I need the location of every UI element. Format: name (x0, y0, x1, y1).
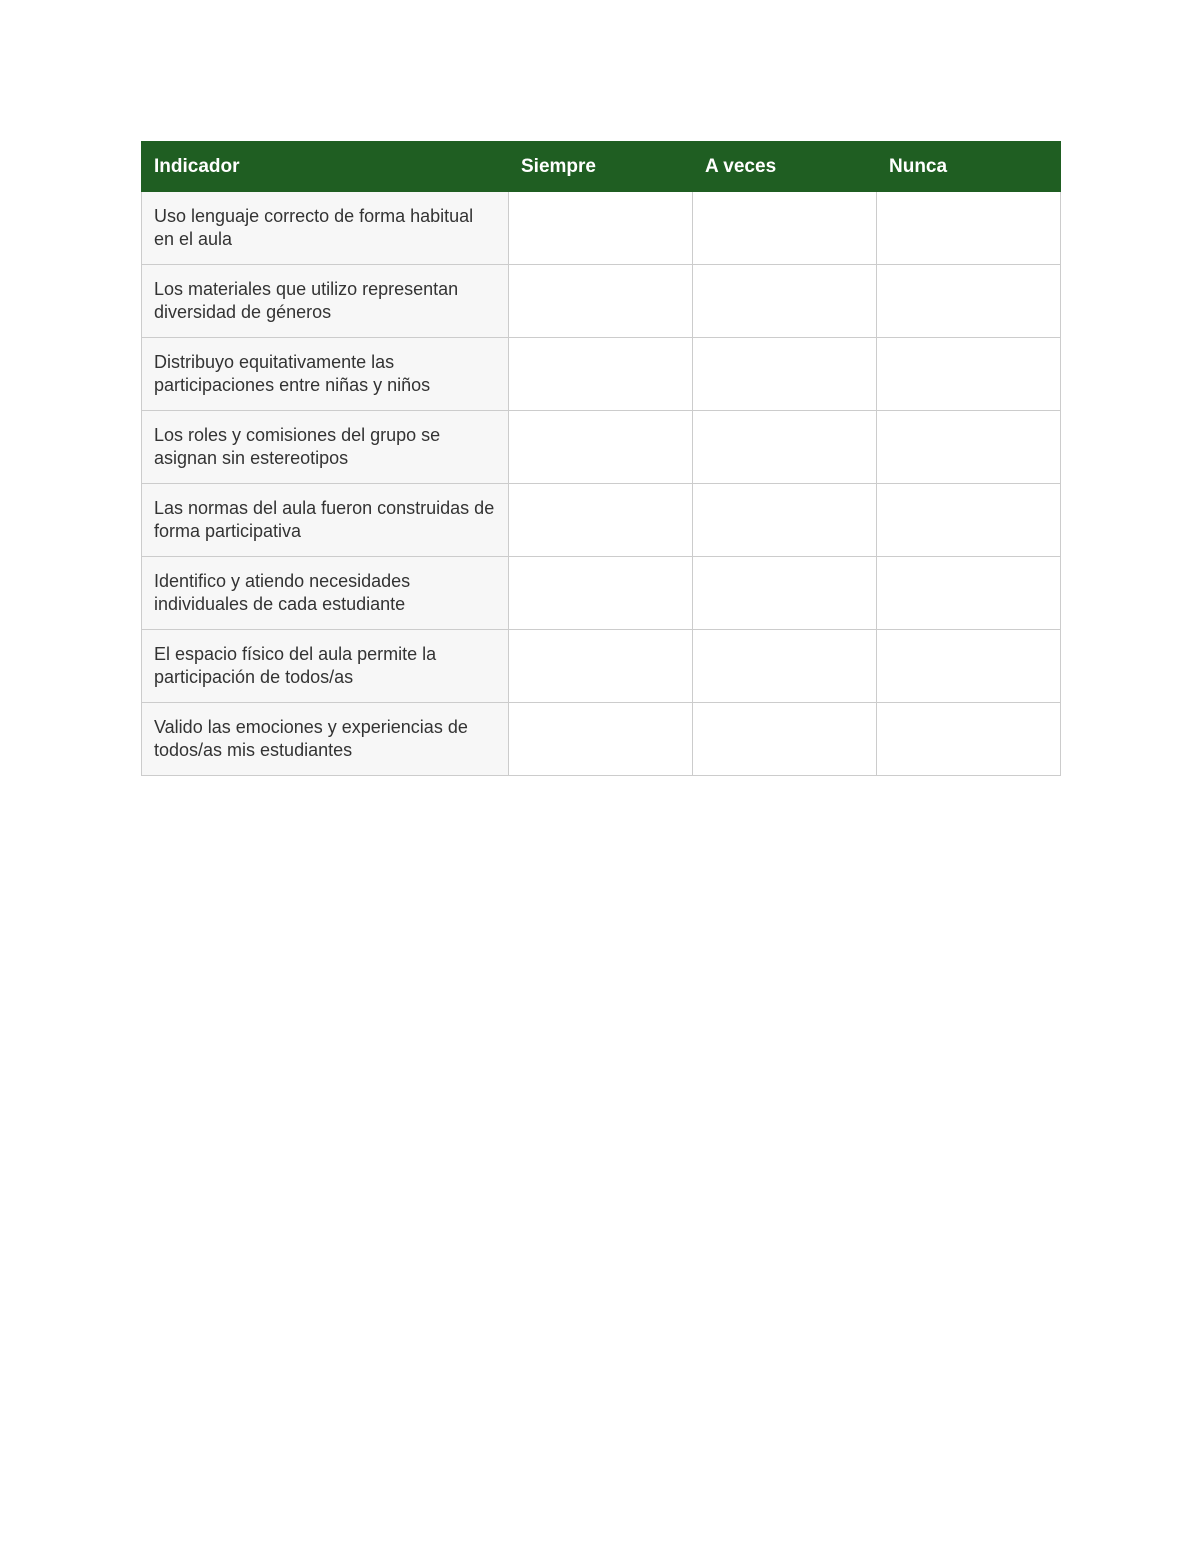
a-veces-cell[interactable] (693, 338, 877, 411)
indicator-cell: Los roles y comisiones del grupo se asignan sin estereotipos (142, 411, 509, 484)
siempre-cell[interactable] (509, 557, 693, 630)
nunca-cell[interactable] (877, 484, 1061, 557)
siempre-cell[interactable] (509, 265, 693, 338)
siempre-cell[interactable] (509, 484, 693, 557)
a-veces-cell[interactable] (693, 484, 877, 557)
header-siempre: Siempre (509, 142, 693, 192)
indicator-cell: Las normas del aula fueron construidas de forma participativa (142, 484, 509, 557)
nunca-cell[interactable] (877, 630, 1061, 703)
a-veces-cell[interactable] (693, 265, 877, 338)
header-indicador: Indicador (142, 142, 509, 192)
indicator-cell: Uso lenguaje correcto de forma habitual en el aula (142, 192, 509, 265)
a-veces-cell[interactable] (693, 557, 877, 630)
a-veces-cell[interactable] (693, 192, 877, 265)
nunca-cell[interactable] (877, 265, 1061, 338)
table-row (142, 411, 1061, 484)
siempre-cell[interactable] (509, 338, 693, 411)
nunca-cell[interactable] (877, 557, 1061, 630)
table-row (142, 192, 1061, 265)
header-row (142, 142, 1061, 192)
nunca-cell[interactable] (877, 411, 1061, 484)
indicator-cell: Distribuyo equitativamente las participaciones entre niñas y niños (142, 338, 509, 411)
header-a-veces: A veces (693, 142, 877, 192)
indicator-cell: El espacio físico del aula permite la participación de todos/as (142, 630, 509, 703)
nunca-cell[interactable] (877, 338, 1061, 411)
indicator-cell: Identifico y atiendo necesidades individuales de cada estudiante (142, 557, 509, 630)
a-veces-cell[interactable] (693, 703, 877, 776)
table-row (142, 338, 1061, 411)
header-nunca: Nunca (877, 142, 1061, 192)
nunca-cell[interactable] (877, 192, 1061, 265)
nunca-cell[interactable] (877, 703, 1061, 776)
table-row (142, 557, 1061, 630)
table-row (142, 484, 1061, 557)
self-assessment-table (141, 141, 1061, 776)
table-header (142, 142, 1061, 192)
table-row (142, 703, 1061, 776)
siempre-cell[interactable] (509, 703, 693, 776)
a-veces-cell[interactable] (693, 630, 877, 703)
siempre-cell[interactable] (509, 630, 693, 703)
a-veces-cell[interactable] (693, 411, 877, 484)
table-row (142, 265, 1061, 338)
indicator-cell: Los materiales que utilizo representan diversidad de géneros (142, 265, 509, 338)
indicator-cell: Valido las emociones y experiencias de todos/as mis estudiantes (142, 703, 509, 776)
table-body (142, 192, 1061, 776)
siempre-cell[interactable] (509, 192, 693, 265)
siempre-cell[interactable] (509, 411, 693, 484)
table-row (142, 630, 1061, 703)
